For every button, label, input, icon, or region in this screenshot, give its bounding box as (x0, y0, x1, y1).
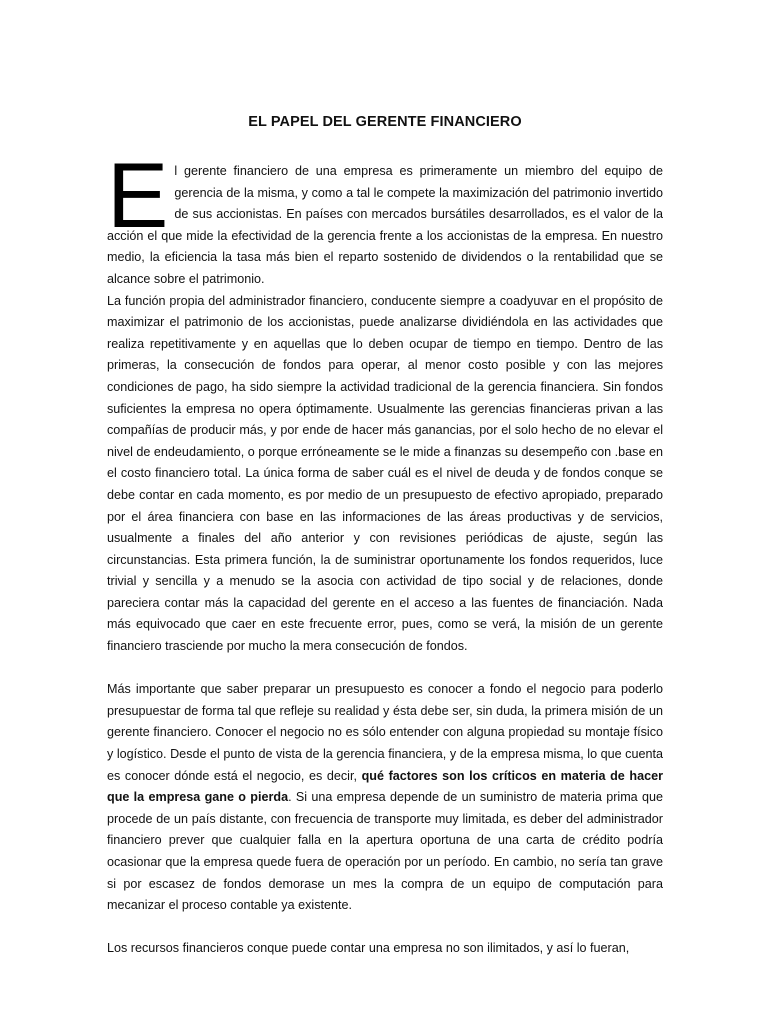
drop-cap-letter: E (107, 145, 169, 247)
paragraph-1 (107, 145, 663, 291)
document-title: EL PAPEL DEL GERENTE FINANCIERO (248, 114, 522, 130)
paragraph-3-text-end: . Si una empresa depende de un suministro de materia prima que procede de un país distante, con frecuencia de transporte muy limitada, es deber del administrador financiero prever que cualquier falla en la apertura oportuna de una carta de crédito podría ocasionar que la empresa quede fuera de operación por un período. En cambio, no sería tan grave si por escasez de fondos demorase un mes la compra de un equipo de computación para mecanizar el proceso contable ya existente. (107, 790, 663, 913)
paragraph-3 (107, 679, 663, 917)
paragraph-3-text-start: Más importante que saber preparar un presupuesto es conocer a fondo el negocio para poderlo presupuestar de forma tal que refleje su realidad y ésta debe ser, sin duda, la primera misión de un gerente financiero. Conocer el negocio no es sólo entender con alguna propiedad su montaje físico y logístico. Desde el punto de vista de la gerencia financiera, y de la empresa misma, lo que cuenta es conocer dónde está el negocio, es decir, (107, 682, 663, 783)
document-body (107, 145, 663, 960)
document-page (107, 0, 663, 1024)
paragraph-1-text: l gerente financiero de una empresa es primeramente un miembro del equipo de gerencia de la misma, y como a tal le compete la maximización del patrimonio invertido de sus accionistas. En países con mercados bursátiles desarrollados, es el valor de la acción el que mide la efectividad de la gerencia frente a los accionistas de la empresa. En nuestro medio, la eficiencia la tasa más bien el reparto sostenido de dividendos o la rentabilidad que se alcance sobre el patrimonio. (107, 164, 663, 286)
paragraph-3-bold-emphasis: qué factores son los críticos en materia de hacer que la empresa gane o pierda (107, 768, 663, 805)
paragraph-gap (107, 658, 663, 680)
paragraph-4: Los recursos financieros conque puede contar una empresa no son ilimitados, y así lo fueran, (107, 941, 630, 956)
paragraph-gap (107, 917, 663, 939)
paragraph-2: La función propia del administrador financiero, conducente siempre a coadyuvar en el propósito de maximizar el patrimonio de los accionistas, puede analizarse dividiéndola en las actividades que realiza repetitivamente y en aquellas que lo deben ocupar de tiempo en tiempo. Dentro de las primeras, la consecución de fondos para operar, al menor costo posible y con las mejores condiciones de pago, ha sido siempre la actividad tradicional de la gerencia financiera. Sin fondos suficientes la empresa no opera óptimamente. Usualmente las gerencias financieras privan a las compañías de producir más, y por ende de hacer más ganancias, por el solo hecho de no elevar el nivel de endeudamiento, o porque erróneamente se le mide a finanzas su desempeño con .base en el costo financiero total. La única forma de saber cuál es el nivel de deuda y de fondos conque se debe contar en cada momento, es por medio de un presupuesto de efectivo apropiado, preparado por el área financiera con base en las informaciones de las áreas productivas y de servicios, usualmente a finales del año anterior y con revisiones periódicas de ajuste, según las circunstancias. Esta primera función, la de suministrar oportunamente los fondos requeridos, luce trivial y sencilla y a menudo se la asocia con actividad de tipo social y de relaciones, donde pareciera contar más la capacidad del gerente en el acceso a las fuentes de financiación. Nada más equivocado que caer en este frecuente error, pues, como se verá, la misión de un gerente financiero trasciende por mucho la mera consecución de fondos. (107, 293, 663, 654)
